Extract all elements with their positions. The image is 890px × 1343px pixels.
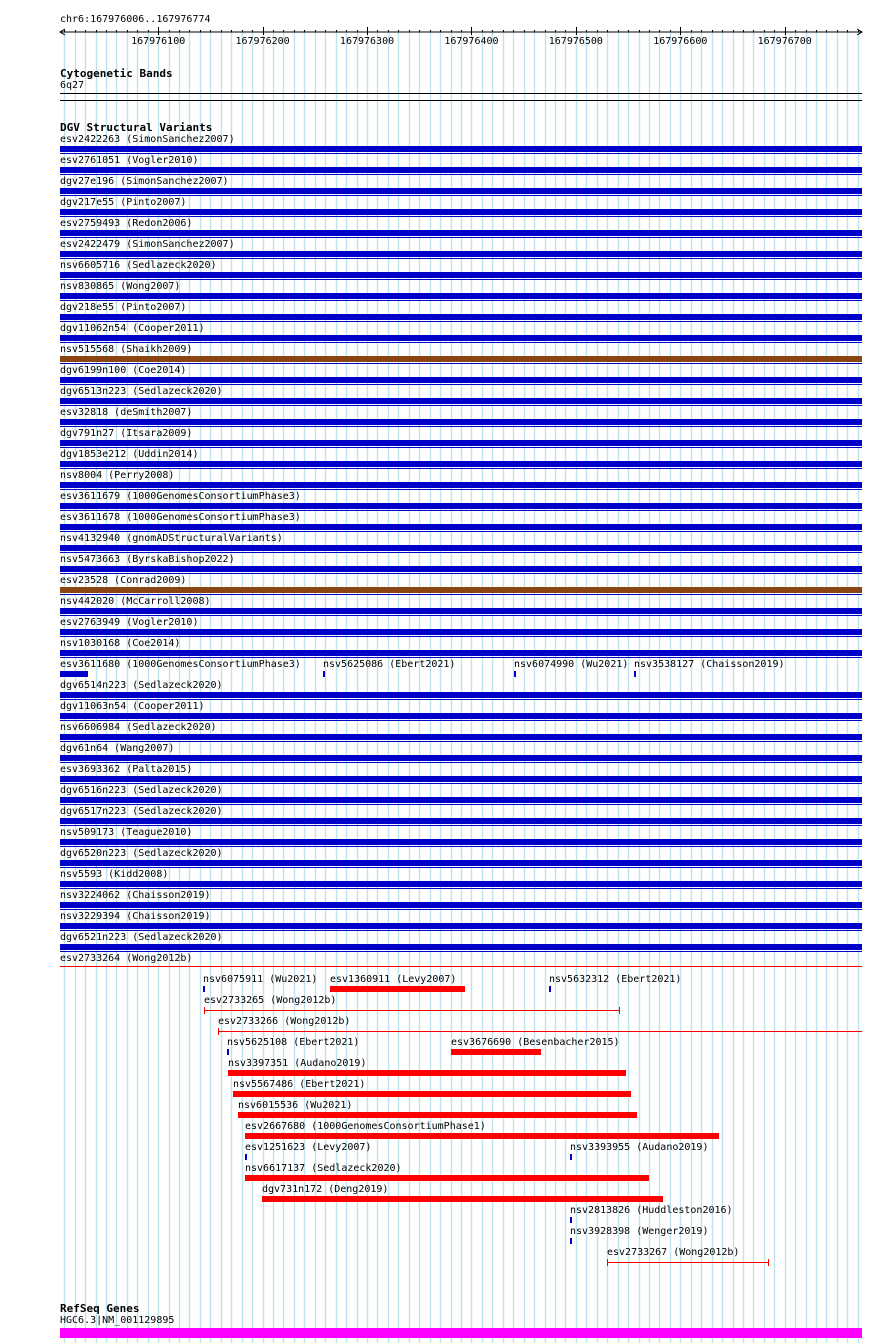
variant-label[interactable]: esv2761051 (Vogler2010)	[60, 155, 199, 166]
variant-feature[interactable]	[60, 713, 862, 719]
variant-feature[interactable]	[238, 1112, 637, 1118]
variant-feature[interactable]	[60, 797, 862, 803]
track-separator	[60, 100, 862, 101]
row-underline	[60, 615, 862, 616]
variant-feature[interactable]	[60, 755, 862, 761]
row-underline	[60, 300, 862, 301]
row-underline	[60, 783, 862, 784]
variant-label[interactable]: nsv5473663 (ByrskaBishop2022)	[60, 554, 235, 565]
variant-feature[interactable]	[60, 692, 862, 698]
variant-feature[interactable]	[60, 944, 862, 950]
variant-feature[interactable]	[60, 524, 862, 530]
ruler-tick-label: 167976400	[444, 36, 499, 47]
variant-label[interactable]: nsv8004 (Perry2008)	[60, 470, 175, 481]
variant-feature[interactable]	[204, 1010, 619, 1011]
row-underline	[60, 216, 862, 217]
variant-label[interactable]: dgv27e196 (SimonSanchez2007)	[60, 176, 229, 187]
variant-label[interactable]: nsv6015536 (Wu2021)	[238, 1100, 353, 1111]
variant-label[interactable]: nsv5632312 (Ebert2021)	[549, 974, 682, 985]
variant-label[interactable]: dgv61n64 (Wang2007)	[60, 743, 175, 754]
variant-feature[interactable]	[60, 293, 862, 299]
variant-feature[interactable]	[60, 251, 862, 257]
row-underline	[60, 405, 862, 406]
variant-label[interactable]: dgv1853e212 (Uddin2014)	[60, 449, 199, 460]
variant-label[interactable]: dgv6514n223 (Sedlazeck2020)	[60, 680, 223, 691]
variant-label[interactable]: esv3611680 (1000GenomesConsortiumPhase3)	[60, 659, 301, 670]
variant-feature[interactable]	[60, 398, 862, 404]
variant-feature[interactable]	[570, 1217, 572, 1223]
cytoband-track-title: Cytogenetic Bands	[60, 67, 173, 80]
variant-feature[interactable]	[60, 966, 862, 967]
row-underline	[60, 384, 862, 385]
variant-feature[interactable]	[233, 1091, 631, 1097]
variant-feature[interactable]	[60, 314, 862, 320]
variant-label[interactable]: nsv3393955 (Audano2019)	[570, 1142, 709, 1153]
variant-feature[interactable]	[570, 1154, 572, 1160]
dgv-track-title: DGV Structural Variants	[60, 121, 213, 134]
row-underline	[60, 909, 862, 910]
variant-feature[interactable]	[60, 167, 862, 173]
variant-feature[interactable]	[218, 1031, 862, 1032]
variant-feature-end	[607, 1259, 608, 1266]
variant-feature[interactable]	[60, 230, 862, 236]
variant-label[interactable]: dgv6521n223 (Sedlazeck2020)	[60, 932, 223, 943]
variant-feature[interactable]	[203, 986, 205, 992]
row-underline	[60, 426, 862, 427]
variant-label[interactable]: esv2667680 (1000GenomesConsortiumPhase1)	[245, 1121, 486, 1132]
variant-feature[interactable]	[60, 650, 862, 656]
variant-label[interactable]: nsv6074990 (Wu2021)	[514, 659, 629, 670]
row-underline	[60, 237, 862, 238]
cytoband-label: 6q27	[60, 80, 85, 91]
variant-label[interactable]: nsv6605716 (Sedlazeck2020)	[60, 260, 217, 271]
row-underline	[60, 867, 862, 868]
variant-feature[interactable]	[60, 440, 862, 446]
variant-feature[interactable]	[60, 461, 862, 467]
row-underline	[60, 699, 862, 700]
variant-feature[interactable]	[607, 1262, 768, 1263]
variant-feature[interactable]	[60, 356, 862, 362]
variant-label[interactable]: nsv6606984 (Sedlazeck2020)	[60, 722, 217, 733]
variant-label[interactable]: dgv6520n223 (Sedlazeck2020)	[60, 848, 223, 859]
variant-label[interactable]: dgv217e55 (Pinto2007)	[60, 197, 187, 208]
variant-label[interactable]: nsv830865 (Wong2007)	[60, 281, 181, 292]
variant-label[interactable]: nsv5593 (Kidd2008)	[60, 869, 169, 880]
variant-label[interactable]: esv3693362 (Palta2015)	[60, 764, 193, 775]
refseq-gene-label[interactable]: HGC6.3|NM_001129895	[60, 1315, 175, 1326]
variant-label[interactable]: esv2759493 (Redon2006)	[60, 218, 193, 229]
variant-feature[interactable]	[60, 419, 862, 425]
row-underline	[60, 279, 862, 280]
variant-feature[interactable]	[60, 860, 862, 866]
variant-feature[interactable]	[245, 1175, 649, 1181]
row-underline	[60, 741, 862, 742]
variant-feature[interactable]	[60, 608, 862, 614]
variant-label[interactable]: nsv1030168 (Coe2014)	[60, 638, 181, 649]
variant-label[interactable]: nsv3224062 (Chaisson2019)	[60, 890, 211, 901]
variant-label[interactable]: dgv11063n54 (Cooper2011)	[60, 701, 205, 712]
variant-label[interactable]: esv32818 (deSmith2007)	[60, 407, 193, 418]
variant-feature-end	[619, 1007, 620, 1014]
row-underline	[60, 594, 862, 595]
variant-feature[interactable]	[60, 776, 862, 782]
row-underline	[60, 636, 862, 637]
refseq-gene-feature[interactable]	[60, 1328, 862, 1338]
variant-feature[interactable]	[60, 377, 862, 383]
variant-feature[interactable]	[60, 902, 862, 908]
row-underline	[60, 657, 862, 658]
variant-label[interactable]: nsv3397351 (Audano2019)	[228, 1058, 367, 1069]
variant-feature-end	[204, 1007, 205, 1014]
ruler-tick-label: 167976200	[235, 36, 290, 47]
row-underline	[60, 510, 862, 511]
ruler-tick-label: 167976300	[339, 36, 395, 47]
variant-label[interactable]: nsv5625086 (Ebert2021)	[323, 659, 456, 670]
variant-label[interactable]: dgv731n172 (Deng2019)	[262, 1184, 389, 1195]
row-underline	[60, 804, 862, 805]
variant-label[interactable]: esv2733266 (Wong2012b)	[218, 1016, 351, 1027]
variant-label[interactable]: nsv5625108 (Ebert2021)	[227, 1037, 360, 1048]
variant-label[interactable]: dgv791n27 (Itsara2009)	[60, 428, 193, 439]
variant-feature[interactable]	[60, 923, 862, 929]
variant-feature[interactable]	[60, 629, 862, 635]
ruler-tick-label: 167976600	[653, 36, 708, 47]
variant-label[interactable]: nsv3538127 (Chaisson2019)	[634, 659, 785, 670]
region-label: chr6:167976006..167976774	[60, 14, 211, 25]
variant-feature[interactable]	[451, 1049, 541, 1055]
ruler-tick-label: 167976100	[131, 36, 186, 47]
variant-feature-end	[218, 1028, 219, 1035]
variant-feature[interactable]	[60, 272, 862, 278]
variant-label[interactable]: nsv4132940 (gnomADStructuralVariants)	[60, 533, 283, 544]
ruler-tick-label: 167976500	[548, 36, 603, 47]
variant-feature[interactable]	[245, 1154, 247, 1160]
variant-feature[interactable]	[60, 146, 862, 152]
variant-feature[interactable]	[570, 1238, 572, 1244]
row-underline	[60, 573, 862, 574]
variant-label[interactable]: esv2422263 (SimonSanchez2007)	[60, 134, 235, 145]
row-underline	[60, 363, 862, 364]
row-underline	[60, 321, 862, 322]
variant-label[interactable]: esv3676690 (Besenbacher2015)	[451, 1037, 620, 1048]
variant-feature[interactable]	[60, 503, 862, 509]
row-underline	[60, 174, 862, 175]
variant-feature[interactable]	[60, 818, 862, 824]
row-underline	[60, 195, 862, 196]
row-underline	[60, 153, 862, 154]
variant-feature[interactable]	[60, 545, 862, 551]
variant-feature[interactable]	[60, 566, 862, 572]
variant-label[interactable]: dgv6517n223 (Sedlazeck2020)	[60, 806, 223, 817]
variant-label[interactable]: dgv6199n100 (Coe2014)	[60, 365, 187, 376]
ruler-tick-label: 167976700	[757, 36, 812, 47]
variant-label[interactable]: esv2733265 (Wong2012b)	[204, 995, 337, 1006]
variant-feature[interactable]	[634, 671, 636, 677]
refseq-track-title: RefSeq Genes	[60, 1302, 140, 1315]
variant-label[interactable]: esv3611678 (1000GenomesConsortiumPhase3)	[60, 512, 301, 523]
row-underline	[60, 552, 862, 553]
variant-feature[interactable]	[245, 1133, 719, 1139]
variant-label[interactable]: esv2422479 (SimonSanchez2007)	[60, 239, 235, 250]
row-underline	[60, 720, 862, 721]
row-underline	[60, 846, 862, 847]
row-underline	[60, 951, 862, 952]
variant-label[interactable]: esv1251623 (Levy2007)	[245, 1142, 372, 1153]
variant-label[interactable]: nsv6617137 (Sedlazeck2020)	[245, 1163, 402, 1174]
variant-feature[interactable]	[549, 986, 551, 992]
variant-feature[interactable]	[60, 839, 862, 845]
variant-feature[interactable]	[60, 188, 862, 194]
row-underline	[60, 888, 862, 889]
variant-label[interactable]: esv1360911 (Levy2007)	[330, 974, 457, 985]
variant-feature[interactable]	[60, 482, 862, 488]
row-underline	[60, 258, 862, 259]
variant-label[interactable]: dgv218e55 (Pinto2007)	[60, 302, 187, 313]
variant-feature[interactable]	[228, 1070, 626, 1076]
variant-feature[interactable]	[227, 1049, 229, 1055]
row-underline	[60, 468, 862, 469]
row-underline	[60, 930, 862, 931]
cytoband-band-line	[60, 93, 862, 94]
variant-feature-end	[768, 1259, 769, 1266]
variant-feature[interactable]	[330, 986, 465, 992]
variant-label[interactable]: nsv5567486 (Ebert2021)	[233, 1079, 366, 1090]
row-underline	[60, 825, 862, 826]
variant-label[interactable]: nsv509173 (Teague2010)	[60, 827, 193, 838]
row-underline	[60, 342, 862, 343]
variant-label[interactable]: nsv442020 (McCarroll2008)	[60, 596, 211, 607]
variant-label[interactable]: esv3611679 (1000GenomesConsortiumPhase3)	[60, 491, 301, 502]
variant-feature[interactable]	[60, 734, 862, 740]
variant-label[interactable]: nsv2813826 (Huddleston2016)	[570, 1205, 733, 1216]
variant-feature[interactable]	[60, 671, 88, 677]
variant-label[interactable]: dgv6513n223 (Sedlazeck2020)	[60, 386, 223, 397]
variant-label[interactable]: nsv6075911 (Wu2021)	[203, 974, 318, 985]
variant-label[interactable]: nsv3229394 (Chaisson2019)	[60, 911, 211, 922]
variant-feature[interactable]	[323, 671, 325, 677]
variant-label[interactable]: nsv515568 (Shaikh2009)	[60, 344, 193, 355]
variant-label[interactable]: esv2733264 (Wong2012b)	[60, 953, 193, 964]
variant-feature[interactable]	[60, 881, 862, 887]
variant-label[interactable]: esv2733267 (Wong2012b)	[607, 1247, 740, 1258]
row-underline	[60, 447, 862, 448]
variant-label[interactable]: dgv11062n54 (Cooper2011)	[60, 323, 205, 334]
variant-label[interactable]: dgv6516n223 (Sedlazeck2020)	[60, 785, 223, 796]
variant-feature[interactable]	[60, 209, 862, 215]
variant-label[interactable]: esv2763949 (Vogler2010)	[60, 617, 199, 628]
variant-label[interactable]: nsv3928398 (Wenger2019)	[570, 1226, 709, 1237]
row-underline	[60, 531, 862, 532]
variant-feature[interactable]	[262, 1196, 663, 1202]
variant-label[interactable]: esv23528 (Conrad2009)	[60, 575, 187, 586]
variant-feature[interactable]	[60, 335, 862, 341]
variant-feature[interactable]	[514, 671, 516, 677]
row-underline	[60, 762, 862, 763]
row-underline	[60, 489, 862, 490]
variant-feature[interactable]	[60, 587, 862, 593]
